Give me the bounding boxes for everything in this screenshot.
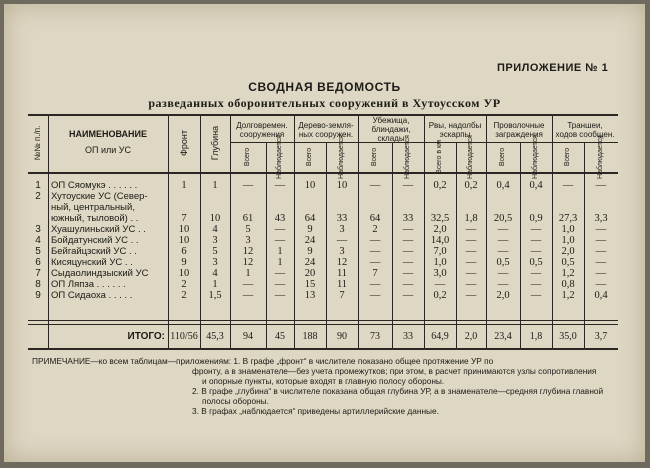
row-number: 9: [35, 290, 41, 301]
header-sub-observed: Наблюдается: [276, 135, 283, 179]
row-value: 20: [304, 268, 316, 279]
row-value: 43: [274, 213, 286, 224]
totals-top-rule: [28, 324, 618, 325]
row-value: —: [465, 257, 477, 268]
row-value: 15: [304, 279, 316, 290]
header-sub-total: Всего в км: [436, 140, 443, 174]
row-value: 3: [339, 246, 345, 257]
row-value: 14,0: [430, 235, 450, 246]
row-number: 2: [35, 191, 41, 202]
totals-value: 35,0: [559, 331, 577, 342]
row-value: 0,4: [594, 290, 608, 301]
row-value: —: [402, 180, 414, 191]
row-value: 2,0: [496, 290, 510, 301]
totals-value: 94: [243, 331, 253, 342]
row-value: —: [595, 257, 607, 268]
header-sub-observed: Наблюдается: [338, 135, 345, 179]
row-name: Хуашулиньский УС . .: [51, 224, 146, 235]
row-value: —: [402, 224, 414, 235]
document-page: [4, 4, 645, 462]
row-value: 3: [212, 257, 218, 268]
header-sub-observed: Наблюдается: [404, 135, 411, 179]
row-value: —: [530, 246, 542, 257]
row-value: —: [274, 279, 286, 290]
header-number: №№ п./п.: [33, 125, 42, 161]
row-value: —: [242, 180, 254, 191]
row-value: 20,5: [493, 213, 513, 224]
row-value: —: [369, 257, 381, 268]
row-value: 2: [181, 279, 187, 290]
row-value: —: [369, 290, 381, 301]
row-value: 0,5: [496, 257, 510, 268]
row-value: 5: [212, 246, 218, 257]
totals-value: 33: [403, 331, 413, 342]
row-value: 24: [304, 235, 316, 246]
row-value: —: [497, 246, 509, 257]
row-value: —: [530, 279, 542, 290]
row-value: —: [465, 290, 477, 301]
row-value: —: [530, 268, 542, 279]
row-value: 3: [245, 235, 251, 246]
row-value: 3,3: [594, 213, 608, 224]
row-value: —: [434, 279, 446, 290]
header-front: Фронт: [179, 130, 189, 156]
table-bottom-rule: [28, 348, 618, 350]
row-value: 64: [369, 213, 381, 224]
document-subtitle: разведанных оборонительных сооружений в Хутоусском УР: [148, 96, 501, 110]
totals-value: 90: [337, 331, 347, 342]
row-value: 1: [212, 180, 218, 191]
header-group-3: склады: [377, 134, 405, 143]
row-value: —: [274, 235, 286, 246]
row-value: 1: [181, 180, 187, 191]
row-name: Сыдаолиндзыский УС: [51, 268, 149, 279]
row-value: 7: [339, 290, 345, 301]
row-value: 10: [336, 180, 348, 191]
header-bottom-rule: [28, 172, 618, 174]
row-value: 0,2: [433, 180, 447, 191]
row-name: ОП Сидаоха . . . . .: [51, 290, 133, 301]
row-name: ный, центральный,: [51, 202, 135, 213]
row-value: 61: [242, 213, 254, 224]
row-value: —: [336, 235, 348, 246]
row-value: —: [402, 290, 414, 301]
row-value: 0,5: [529, 257, 543, 268]
row-value: —: [369, 246, 381, 257]
row-value: —: [402, 235, 414, 246]
note-2-cont: полосы обороны.: [202, 396, 269, 406]
row-value: 7: [372, 268, 378, 279]
row-value: 0,2: [464, 180, 478, 191]
table-top-rule: [28, 114, 618, 116]
row-value: —: [242, 290, 254, 301]
row-value: 6: [181, 246, 187, 257]
row-value: —: [530, 224, 542, 235]
row-value: 4: [212, 268, 218, 279]
row-value: 0,4: [496, 180, 510, 191]
header-sub-total: Всего: [564, 147, 571, 167]
row-value: 33: [402, 213, 414, 224]
row-number: 6: [35, 257, 41, 268]
totals-value: 45,3: [206, 331, 224, 342]
row-value: 10: [178, 268, 190, 279]
row-value: 9: [307, 224, 313, 235]
row-value: 4: [212, 224, 218, 235]
row-value: —: [497, 224, 509, 235]
totals-value: 45: [275, 331, 285, 342]
row-value: 11: [336, 268, 348, 279]
header-group-6: ходов сообщен.: [555, 130, 615, 139]
row-value: 33: [336, 213, 348, 224]
row-value: —: [497, 268, 509, 279]
document-title: СВОДНАЯ ВЕДОМОСТЬ: [248, 80, 401, 94]
row-value: —: [274, 224, 286, 235]
header-name-sub: ОП или УС: [85, 145, 131, 155]
header-group-4: эскарпы: [439, 130, 471, 139]
row-value: —: [465, 279, 477, 290]
row-value: 9: [181, 257, 187, 268]
row-value: —: [595, 224, 607, 235]
totals-value: 110/56: [170, 331, 198, 342]
totals-label: ИТОГО:: [127, 331, 165, 342]
row-value: 1,0: [561, 235, 575, 246]
summary-table: [28, 114, 618, 352]
row-value: —: [562, 180, 574, 191]
row-value: —: [274, 290, 286, 301]
row-number: 4: [35, 235, 41, 246]
header-group-2: ных сооружен.: [298, 130, 354, 139]
row-value: 2: [372, 224, 378, 235]
row-value: 5: [245, 224, 251, 235]
header-sub-total: Всего: [306, 147, 313, 167]
row-number: 8: [35, 279, 41, 290]
row-value: 1: [212, 279, 218, 290]
row-value: —: [274, 268, 286, 279]
row-value: —: [595, 235, 607, 246]
row-name: Кисяцунский УС . .: [51, 257, 133, 268]
header-sub-total: Всего: [244, 147, 251, 167]
header-group-3: блиндажи,: [371, 125, 411, 134]
row-value: 1,2: [561, 290, 575, 301]
row-value: 0,4: [529, 180, 543, 191]
row-value: —: [465, 224, 477, 235]
row-value: 12: [336, 257, 348, 268]
row-value: —: [497, 235, 509, 246]
row-value: 3: [212, 235, 218, 246]
row-value: 27,3: [558, 213, 578, 224]
header-group-3: Убежища,: [372, 116, 410, 125]
row-value: 1,5: [208, 290, 222, 301]
row-value: —: [369, 279, 381, 290]
totals-value: 23,4: [494, 331, 512, 342]
row-value: 0,5: [561, 257, 575, 268]
row-value: 10: [209, 213, 221, 224]
row-value: 7: [181, 213, 187, 224]
row-value: 1,0: [561, 224, 575, 235]
totals-value: 64,9: [431, 331, 449, 342]
totals-value: 3,7: [594, 331, 608, 342]
row-value: —: [530, 290, 542, 301]
row-value: —: [274, 180, 286, 191]
note-1: ПРИМЕЧАНИЕ—ко всем таблицам—приложениям: 1. В графе „фронт“ в числителе показано общее протяжение УР по: [32, 356, 494, 366]
row-value: 10: [178, 224, 190, 235]
row-number: 3: [35, 224, 41, 235]
header-group-4: Рвы, надолбы: [428, 121, 482, 130]
header-group-1: сооружения: [239, 130, 285, 139]
row-value: 9: [307, 246, 313, 257]
header-group-2: Дерево-земля-: [298, 121, 354, 130]
row-value: 10: [304, 180, 316, 191]
row-value: 2,0: [561, 246, 575, 257]
row-value: 0,9: [529, 213, 543, 224]
notes-block: [32, 356, 622, 416]
row-value: 12: [242, 246, 254, 257]
row-name: ОП Сяомукэ . . . . . .: [51, 180, 138, 191]
row-value: 3,0: [433, 268, 447, 279]
row-value: 24: [304, 257, 316, 268]
row-value: 10: [178, 235, 190, 246]
body-bottom-rule: [28, 320, 618, 321]
header-group-6: Траншеи,: [567, 121, 603, 130]
header-sub-total: Всего: [499, 147, 506, 167]
row-value: 1: [277, 257, 283, 268]
row-name: Бойдатунский УС . .: [51, 235, 139, 246]
row-value: —: [402, 268, 414, 279]
header-sub-observed: Наблюдается: [597, 135, 604, 179]
header-group-1: Долговремен.: [236, 121, 288, 130]
row-value: 7,0: [433, 246, 447, 257]
row-value: —: [595, 180, 607, 191]
row-value: —: [465, 268, 477, 279]
row-number: 7: [35, 268, 41, 279]
note-2: 2. В графе „глубина“ в числителе показана общая глубина УР, а в знаменателе—средняя глубина главной: [192, 386, 604, 396]
header-sub-observed: Наблюдается: [467, 135, 474, 179]
row-value: 1,8: [464, 213, 478, 224]
row-value: 0,2: [433, 290, 447, 301]
row-value: 0,8: [561, 279, 575, 290]
row-value: —: [369, 180, 381, 191]
row-value: 2,0: [433, 224, 447, 235]
row-value: 64: [304, 213, 316, 224]
row-value: —: [595, 246, 607, 257]
row-value: 11: [336, 279, 348, 290]
note-3: 3. В графах „наблюдается“ приведены артиллерийские данные.: [192, 406, 439, 416]
row-value: 12: [242, 257, 254, 268]
header-name: НАИМЕНОВАНИЕ: [69, 129, 147, 139]
row-value: —: [595, 279, 607, 290]
row-value: —: [465, 235, 477, 246]
row-name: Бейгайцзский УС . .: [51, 246, 137, 257]
header-depth: Глубина: [210, 125, 220, 161]
row-value: 1,0: [433, 257, 447, 268]
row-value: 3: [339, 224, 345, 235]
row-value: 1,2: [561, 268, 575, 279]
row-value: —: [465, 246, 477, 257]
row-value: —: [530, 235, 542, 246]
header-sub-total: Всего: [371, 147, 378, 167]
row-name: южный, тыловой) . .: [51, 213, 139, 224]
row-value: —: [402, 257, 414, 268]
row-value: —: [402, 279, 414, 290]
row-value: 13: [304, 290, 316, 301]
row-number: 1: [35, 180, 41, 191]
row-value: 32,5: [430, 213, 450, 224]
totals-value: 2,0: [464, 331, 478, 342]
note-1-cont2: и опорные пункты, которые входят в главную полосу обороны.: [202, 376, 445, 386]
header-group-5: Проволочные: [493, 121, 545, 130]
row-number: 5: [35, 246, 41, 257]
row-value: —: [497, 279, 509, 290]
row-value: 1: [277, 246, 283, 257]
header-sub-observed: Наблюдается: [532, 135, 539, 179]
row-name: Хутоуские УС (Север-: [51, 191, 148, 202]
row-value: —: [242, 279, 254, 290]
appendix-label: ПРИЛОЖЕНИЕ № 1: [497, 62, 609, 74]
row-value: —: [402, 246, 414, 257]
totals-value: 188: [302, 331, 318, 342]
header-group-5: заграждения: [495, 130, 543, 139]
row-value: —: [369, 235, 381, 246]
totals-value: 1,8: [529, 331, 543, 342]
totals-value: 73: [370, 331, 380, 342]
row-value: 2: [181, 290, 187, 301]
row-value: —: [595, 268, 607, 279]
note-1-cont: фронту, а в знаменателе—без учета промежутков; при этом, в расчет принимаются узлы сопротивления: [192, 366, 597, 376]
row-value: 1: [245, 268, 251, 279]
row-name: ОП Ляпза . . . . . .: [51, 279, 126, 290]
